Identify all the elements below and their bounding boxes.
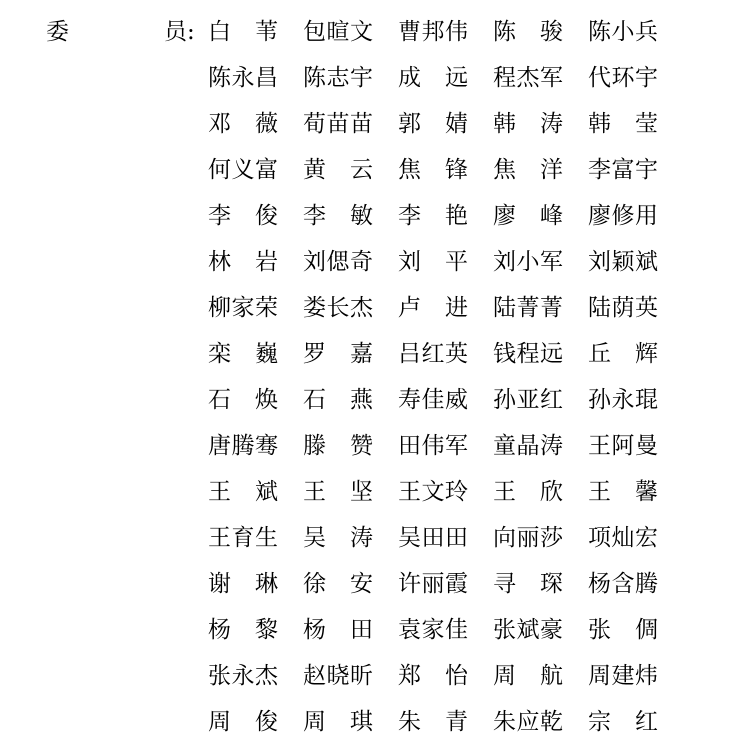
member-name: 周 俊 (208, 709, 278, 735)
member-name: 林 岩 (208, 249, 278, 275)
member-name: 张 倜 (588, 617, 658, 643)
member-name: 王 斌 (208, 479, 278, 505)
member-name: 寻 琛 (493, 571, 563, 597)
member-name: 白 苇 (208, 19, 278, 45)
member-name: 周 航 (493, 663, 563, 689)
member-name: 王 馨 (588, 479, 658, 505)
member-name: 吴 涛 (303, 525, 373, 551)
member-name: 何 义 富 (208, 157, 278, 183)
member-name: 张 永 杰 (208, 663, 278, 689)
member-name: 邓 薇 (208, 111, 278, 137)
member-name: 向 丽 莎 (493, 525, 563, 551)
member-name: 杨 黎 (208, 617, 278, 643)
member-name: 程 杰 军 (493, 65, 563, 91)
member-name: 郭 婧 (398, 111, 468, 137)
member-name: 陈 小 兵 (588, 19, 658, 45)
member-name: 徐 安 (303, 571, 373, 597)
member-name: 王 阿 曼 (588, 433, 658, 459)
member-name: 杨 含 腾 (588, 571, 658, 597)
member-name: 石 焕 (208, 387, 278, 413)
committee-label-second-char: 员: (164, 19, 195, 45)
member-name: 谢 琳 (208, 571, 278, 597)
member-name: 王 欣 (493, 479, 563, 505)
member-name: 郑 怡 (398, 663, 468, 689)
member-name: 王 坚 (303, 479, 373, 505)
member-name: 朱 应 乾 (493, 709, 563, 735)
member-name: 刘 平 (398, 249, 468, 275)
member-name: 袁 家 佳 (398, 617, 468, 643)
member-name: 焦 洋 (493, 157, 563, 183)
member-name: 娄 长 杰 (303, 295, 373, 321)
member-name: 周 建 炜 (588, 663, 658, 689)
member-name: 刘 颖 斌 (588, 249, 658, 275)
member-name: 孙 亚 红 (493, 387, 563, 413)
member-name: 卢 进 (398, 295, 468, 321)
member-name: 唐 腾 骞 (208, 433, 278, 459)
member-name: 黄 云 (303, 157, 373, 183)
member-name: 包 暄 文 (303, 19, 373, 45)
member-name: 廖 修 用 (588, 203, 658, 229)
member-name: 钱 程 远 (493, 341, 563, 367)
member-name: 韩 莹 (588, 111, 658, 137)
member-name: 张 斌 豪 (493, 617, 563, 643)
member-name: 陈 骏 (493, 19, 563, 45)
member-name: 李 富 宇 (588, 157, 658, 183)
member-name: 寿 佳 威 (398, 387, 468, 413)
member-name: 王 文 玲 (398, 479, 468, 505)
member-name: 石 燕 (303, 387, 373, 413)
member-name: 朱 青 (398, 709, 468, 735)
member-name: 陆 菁 菁 (493, 295, 563, 321)
member-name: 代 环 宇 (588, 65, 658, 91)
member-name: 王 育 生 (208, 525, 278, 551)
member-name: 许 丽 霞 (398, 571, 468, 597)
committee-label-first-char: 委 (46, 19, 69, 45)
member-name: 李 艳 (398, 203, 468, 229)
member-name: 柳 家 荣 (208, 295, 278, 321)
member-name: 吴 田 田 (398, 525, 468, 551)
member-name: 丘 辉 (588, 341, 658, 367)
member-name: 项 灿 宏 (588, 525, 658, 551)
member-name: 田 伟 军 (398, 433, 468, 459)
member-name: 李 俊 (208, 203, 278, 229)
member-name: 刘 偲 奇 (303, 249, 373, 275)
member-name: 陈 永 昌 (208, 65, 278, 91)
member-name: 韩 涛 (493, 111, 563, 137)
member-name: 童 晶 涛 (493, 433, 563, 459)
member-name: 吕 红 英 (398, 341, 468, 367)
member-name: 杨 田 (303, 617, 373, 643)
member-name: 滕 赞 (303, 433, 373, 459)
member-name: 廖 峰 (493, 203, 563, 229)
member-name: 赵 晓 昕 (303, 663, 373, 689)
member-name: 陈 志 宇 (303, 65, 373, 91)
member-name: 罗 嘉 (303, 341, 373, 367)
member-name: 荀 苗 苗 (303, 111, 373, 137)
member-name: 宗 红 (588, 709, 658, 735)
member-name: 成 远 (398, 65, 468, 91)
member-name: 孙 永 琨 (588, 387, 658, 413)
member-name: 焦 锋 (398, 157, 468, 183)
member-name: 周 琪 (303, 709, 373, 735)
member-name: 李 敏 (303, 203, 373, 229)
member-name: 陆 荫 英 (588, 295, 658, 321)
member-name-grid (208, 14, 683, 750)
member-name: 曹 邦 伟 (398, 19, 468, 45)
member-name: 刘 小 军 (493, 249, 563, 275)
member-name: 栾 巍 (208, 341, 278, 367)
